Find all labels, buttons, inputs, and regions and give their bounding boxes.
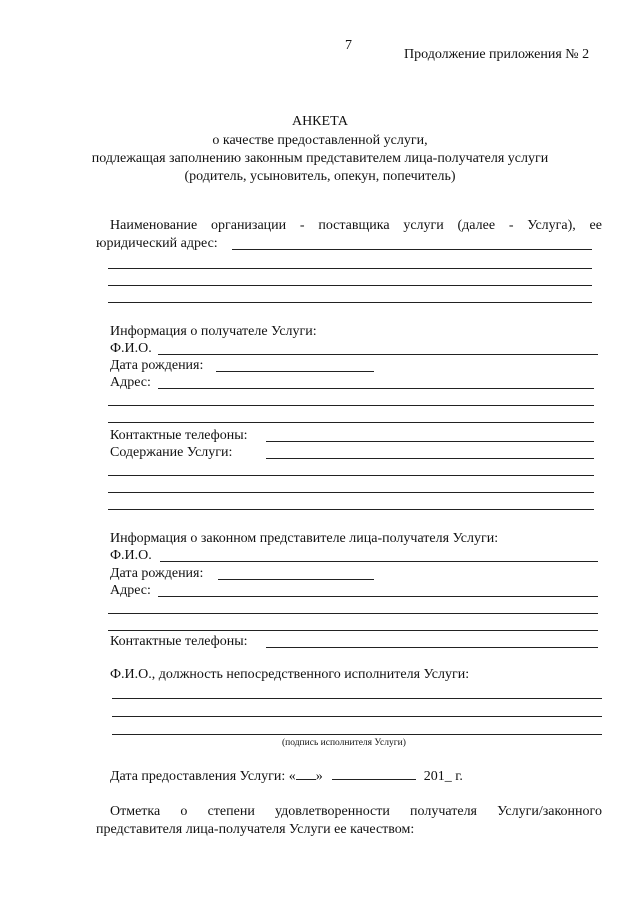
service-date-close-quote: » [315,769,323,784]
org-address-field[interactable] [108,268,592,269]
recipient-content-field[interactable] [108,509,594,510]
executor-signature-field[interactable] [112,734,602,735]
page-number: 7 [345,38,352,53]
executor-heading: Ф.И.О., должность непосредственного исполнителя Услуги: [110,667,470,682]
representative-fio-label: Ф.И.О. [110,548,152,563]
recipient-dob-field[interactable] [216,371,374,372]
recipient-content-field[interactable] [266,458,594,459]
satisfaction-word: Отметка [110,804,161,819]
satisfaction-word: о [180,804,188,819]
recipient-content-field[interactable] [108,475,594,476]
form-subtitle-1: о качестве предоставленной услуги, [212,133,428,148]
satisfaction-word: удовлетворенности [275,804,390,819]
org-word: - [508,218,514,233]
org-address-field[interactable] [232,249,592,250]
recipient-address-label: Адрес: [110,375,151,390]
org-word: ее [589,218,602,233]
org-label-line1 [110,218,602,234]
recipient-dob-label: Дата рождения: [110,358,204,373]
satisfaction-label-line2: представителя лица-получателя Услуги ее качеством: [96,822,415,837]
service-date-label [110,767,463,785]
form-title: АНКЕТА [291,114,349,129]
org-word: - [299,218,305,233]
executor-field[interactable] [112,716,602,717]
representative-address-field[interactable] [108,613,598,614]
service-date-day-field[interactable] [296,767,316,780]
org-word: (далее [457,218,496,233]
recipient-address-field[interactable] [108,405,594,406]
recipient-fio-label: Ф.И.О. [110,341,152,356]
recipient-address-field[interactable] [108,422,594,423]
recipient-phones-field[interactable] [266,441,594,442]
org-word: Услуга), [527,218,576,233]
org-label-line2: юридический адрес: [96,236,218,251]
representative-phones-label: Контактные телефоны: [110,634,248,649]
satisfaction-word: степени [207,804,255,819]
header-continuation: Продолжение приложения № 2 [404,47,590,62]
service-date-year: 201_ г. [423,769,463,784]
org-word: поставщика [318,218,390,233]
recipient-address-field[interactable] [158,388,594,389]
org-address-field[interactable] [108,285,592,286]
satisfaction-label-line1 [110,804,602,820]
service-date-month-field[interactable] [332,767,416,780]
org-word: организации [210,218,287,233]
org-address-field[interactable] [108,302,592,303]
recipient-phones-label: Контактные телефоны: [110,428,248,443]
org-word: услуги [403,218,444,233]
recipient-heading: Информация о получателе Услуги: [110,324,317,339]
representative-address-field[interactable] [158,596,598,597]
executor-signature-caption: (подпись исполнителя Услуги) [282,738,406,748]
representative-dob-field[interactable] [218,579,374,580]
representative-address-field[interactable] [108,630,598,631]
satisfaction-word: Услуги/законного [497,804,602,819]
representative-fio-field[interactable] [160,561,598,562]
representative-dob-label: Дата рождения: [110,566,204,581]
org-word: Наименование [110,218,198,233]
recipient-content-field[interactable] [108,492,594,493]
representative-phones-field[interactable] [266,647,598,648]
executor-field[interactable] [112,698,602,699]
representative-heading: Информация о законном представителе лица-получателя Услуги: [110,531,499,546]
form-subtitle-3: (родитель, усыновитель, опекун, попечитель) [184,169,456,184]
recipient-fio-field[interactable] [158,354,598,355]
service-date-label-text: Дата предоставления Услуги: « [110,769,296,784]
satisfaction-word: получателя [410,804,477,819]
recipient-content-label: Содержание Услуги: [110,445,233,460]
representative-address-label: Адрес: [110,583,151,598]
form-subtitle-2: подлежащая заполнению законным представителем лица-получателя услуги [91,151,549,166]
